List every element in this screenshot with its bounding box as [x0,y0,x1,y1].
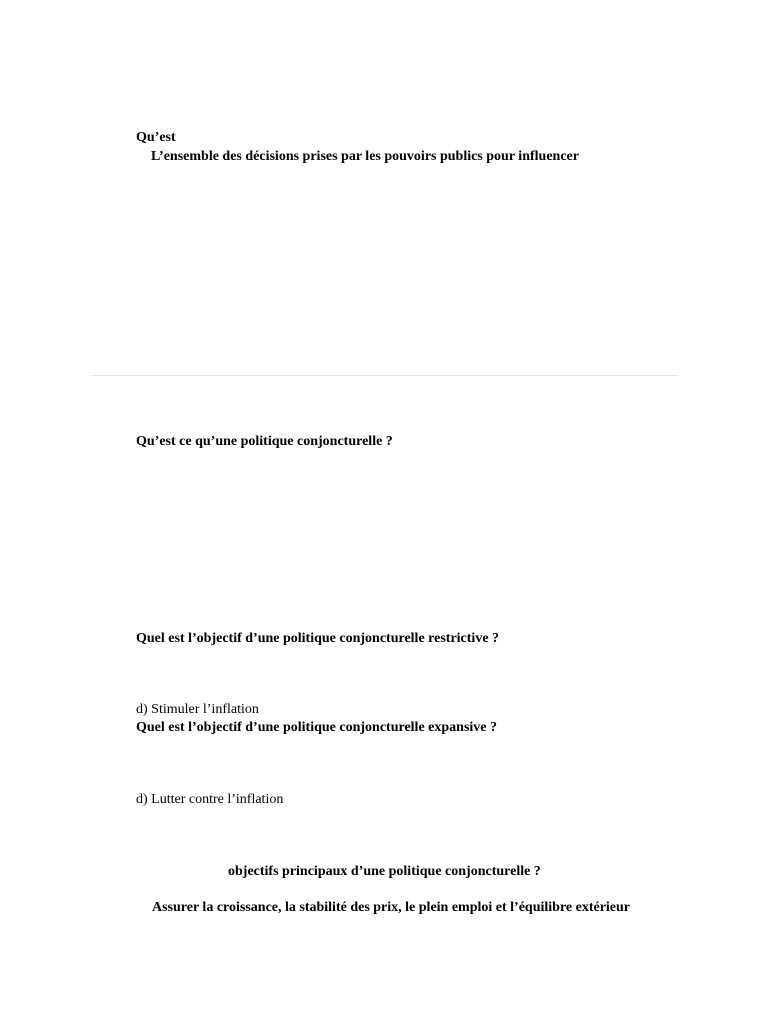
answer-2: d) Stimuler l’inflation [136,702,259,717]
page1-heading: Qu’est [136,130,176,145]
answer-4: Assurer la croissance, la stabilité des prix, le plein emploi et l’équilibre extérieur [152,900,631,915]
question-3: Quel est l’objectif d’une politique conjoncturelle expansive ? [136,720,497,735]
question-2: Quel est l’objectif d’une politique conjoncturelle restrictive ? [136,631,500,646]
page-divider [91,375,678,376]
page1-answer: L’ensemble des décisions prises par les pouvoirs publics pour influencer [151,149,579,164]
question-1: Qu’est ce qu’une politique conjoncturelle ? [136,434,393,449]
question-4: objectifs principaux d’une politique conjoncturelle ? [228,864,541,879]
answer-3: d) Lutter contre l’inflation [136,792,284,807]
